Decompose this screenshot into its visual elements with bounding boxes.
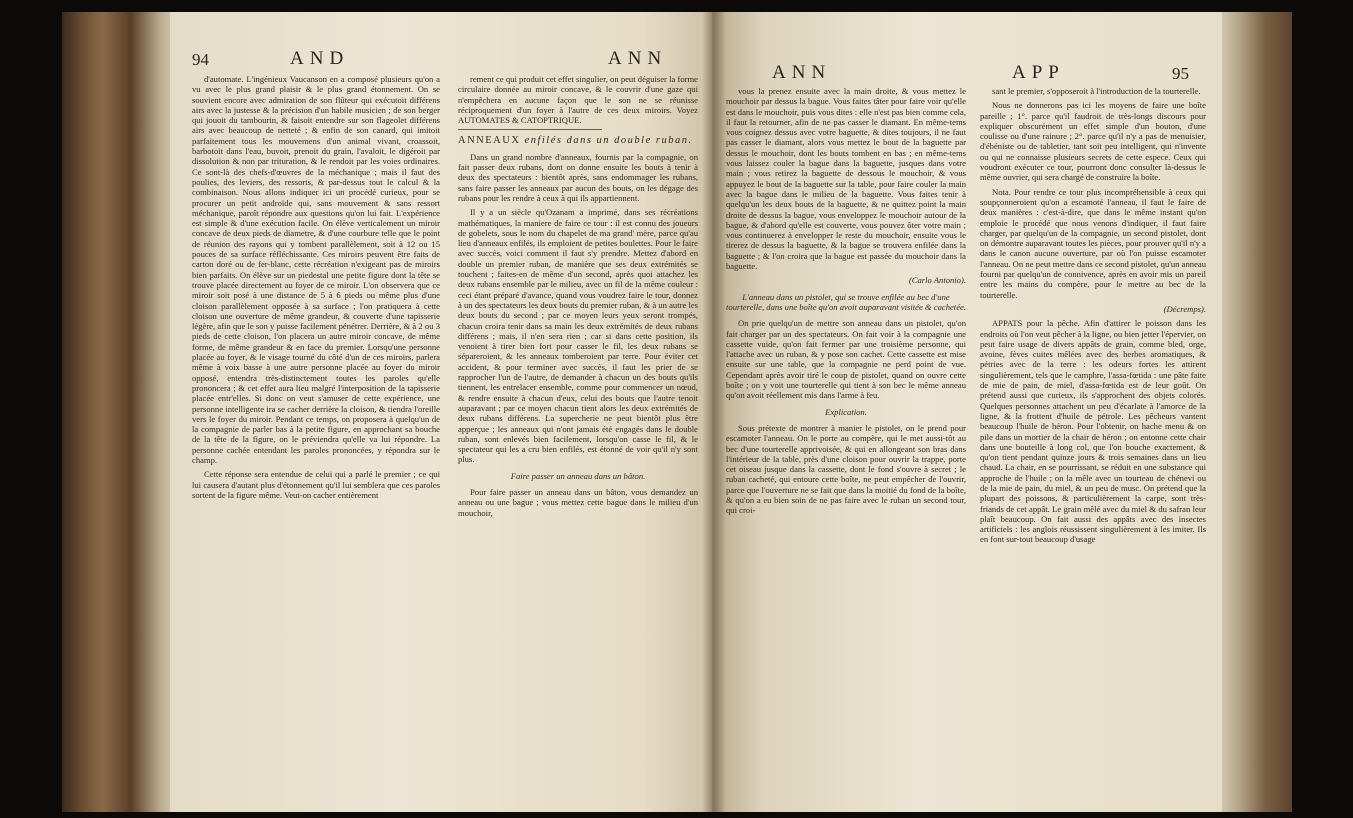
paragraph: rement ce qui produit cet effet singulier, on peut déguiser la forme circulaire donnée au miroir concave, & le couvrir d'une gaze qui n'empêchera en aucune façon que le son ne se réunisse réciproquement d'un foyer à l'autre de ces deux miroirs. Voyez AUTOMATES & CATOPTRIQUE. — [458, 74, 698, 126]
paragraph: Dans un grand nombre d'anneaux, fournis par la compagnie, on fait passer deux rubans, dont on donne ensuite les bouts à tenir à deux des spectateurs : bientôt après, sans endommager les rubans, sans faire passer les anneaux par aucun des bouts, on les dégage des rubans pour les rendre à ceux à qui ils appartiennent. — [458, 151, 698, 203]
paragraph: vous la prenez ensuite avec la main droite, & vous mettez le mouchoir par dessus la bague. Vous faites tâter pour faire voir qu'elle est dans le mouchoir, puis vous dites : elle n'est pas bien comme cela, il faut la retourner, afin de ne pas casser le diamant. En même-tems vous coignez dessus avec votre baguette, & dites toujours, il ne faut pas casser le diamant, alors vous mettez le bout de la baguette par dessus le mouchoir, dont les bouts tombent en bas ; en même-tems vous laissez couler la bague dans la baguette, jusques dans votre main ; vous retirez la baguette de dessous le mouchoir, & vous appuyez le bout de la baguette sur la table, pour faire couler la main avec la bague dans le milieu de la baguette. Vous faites tenir à quelqu'un les deux bouts de la baguette, & ne quittez point la main droite de dessus la bague, vous enveloppez le mouchoir autour de la bague, & d'abord qu'elle est couverte, vous pouvez ôter votre main ; vous continuerez à envelopper le reste du mouchoir, ensuite vous le tirerez de dessus la baguette, & la bague se trouvera enfilée dans la baguette ; & l'on croira que la bague est passée du mouchoir dans la baguette. — [726, 86, 966, 272]
paragraph: sant le premier, s'opposeroit à l'introduction de la tourterelle. — [992, 86, 1201, 96]
running-head-ann-left: ANN — [608, 48, 668, 69]
open-book — [62, 12, 1292, 812]
paragraph: Pour faire passer un anneau dans un bâton, vous demandez un anneau ou une bague ; vous mettez cette bague dans le milieu d'un mouchoir, — [458, 486, 698, 518]
paragraph: Cette réponse sera entendue de celui qui a parlé le premier ; ce qui lui causera d'autant plus d'étonnement qu'il lui semblera que ces paroles sortent de la figure même. Veut-on cacher entièrement — [192, 469, 440, 500]
left-page-column-2 — [458, 74, 698, 802]
paragraph: Nota. Pour rendre ce tour plus incompréhensible à ceux qui soupçonneroient qu'on a escamoté l'anneau, il faut le faire de deux manières : c'est-à-dire, que dans le même instant qu'on emploie le procédé que nous venons d'indiquer, il faut faire charger, par quelqu'un de la compagnie, un second pistolet, dont on démontre auparavant toutes les pièces, pour prouver qu'il n'y a dans le canon aucune ouverture, par où l'on puisse escamoter l'anneau. On ne peut mettre dans ce second pistolet, qu'un anneau fourni par quelqu'un de connivence, après en avoir mis un pareil entre les mains du compère, pour le mettre au bec de la tourterelle. — [980, 186, 1206, 300]
running-head-app: APP — [1012, 62, 1065, 83]
section-subtitle: enfilés dans un double ruban. — [524, 135, 693, 147]
right-page-column-1 — [726, 86, 966, 802]
subheading: L'anneau dans un pistolet, qui se trouve enfilée au bec d'une tourterelle, dans une boîte qu'on avoit auparavant visitée & cachetée. — [726, 291, 966, 312]
left-page — [170, 12, 726, 812]
subheading: Explication. — [825, 406, 867, 417]
page-number-left: 94 — [192, 50, 209, 69]
signature: (Carlo Antonio). — [908, 275, 966, 286]
divider — [458, 129, 602, 130]
running-head-and: AND — [290, 48, 350, 69]
page-number-right: 95 — [1172, 64, 1189, 83]
right-page-column-2 — [980, 86, 1206, 802]
signature: (Décremps). — [1163, 303, 1206, 314]
left-page-column-1 — [192, 74, 440, 802]
right-page — [712, 12, 1222, 812]
paragraph: On prie quelqu'un de mettre son anneau dans un pistolet, qu'on fait charger par un des spectateurs. On fait voir à la compagnie une cassette vuide, qu'on fait fermer par une troisième personne, qui l'attache avec un ruban, & y pose son cachet. Cette cassette est mise ensuite sur une table, que la compagnie ne perd point de vue. Cependant après avoir tiré le coup de pistolet, quand on ouvre cette boîte ; on y voit une tourterelle qui tient à son bec le même anneau qu'on avoit réellement mis dans l'arme à feu. — [726, 318, 966, 401]
right-page-edges — [1217, 12, 1292, 812]
book-gutter — [702, 12, 726, 812]
section-title: ANNEAUX — [458, 135, 521, 147]
paragraph: d'automate. L'ingénieux Vaucanson en a composé plusieurs qu'on a vu avec le plus grand plaisir & le plus grand étonnement. On se souvient encore avec admiration de son flûteur qui exécutoit différens airs avec la justesse & la précision d'un habile musicien ; de son berger qui jouoit du tambourin, & faisoit entendre sur son flageolet différens airs avec beaucoup de netteté ; & enfin de son canard, qui imitoit parfaitement tous les mouvemens d'un animal vivant, croassoit, barbotoit dans l'eau, buvoit, prenoit du grain, l'avaloit, le digéroit par dissolution & non par trituration, & le rendoit par les voies ordinaires. Ce sont-là des chefs-d'œuvres de la méchanique ; mais il faut des poulies, des leviers, des ressorts, & par-dessus tout le calcul & la combinaison. Nous allons indiquer ici un procédé curieux, pour se procurer un petit androïde qui, sans mouvement & sans ressort méchanique, paroît répondre aux questions qu'on lui fait. L'expérience est simple & d'une exécution facile. On élève verticalement un miroir concave de deux pieds de diametre, & d'une courbure telle que le point de réunion des rayons qui y tombent parallèlement, soit à 12 ou 15 pouces de sa surface réfléchissante. Ces miroirs peuvent être faits de carton doré ou de fer-blanc, cette récréation n'exigeant pas de miroirs bien parfaits. On élève sur un piedestal une petite figure dont la tête se trouve placée directement au foyer de ce miroir. L'on observera que ce miroir soit posé à une distance de 5 à 6 pieds ou même plus d'une cloison parallèlement opposée à sa surface ; l'on pratiquera à cette cloison une ouverture de même grandeur, & couverte d'une tapisserie légère, afin que le son y puisse facilement pénétrer. Derrière, & à 2 ou 3 pieds de cette cloison, l'on placera un autre miroir concave, de même forme, de même grandeur & en face du premier. Lorsqu'une personne placée au foyer, & le visage tourné du côté d'un de ces miroirs, parlera même à voix basse à une autre personne placée au foyer du miroir opposé, entendra très-distinctement toutes les paroles qu'elle prononcera ; & cet effet aura lieu malgré l'interposition de la tapisserie placée entr'elles. Si donc on veut s'amuser de cette expérience, une personne intelligente ira se cacher derrière la cloison, & tiendra l'oreille vers le foyer du miroir. Pendant ce temps, on proposera à quelqu'un de la compagnie de parler bas à la petite figure, en approchant sa bouche de la tête de la figure, on le préviendra qu'elle va lui répondre. La personne cachée entendant les paroles prononcées, y répondra sur le champ. — [192, 74, 440, 465]
paragraph: APPATS pour la pêche. Afin d'attirer le poisson dans les endroits où l'on veut pêcher à la ligne, ou bien jetter l'épervier, on peut faire usage de divers appâts de grain, comme bled, orge, avoine, fèves cuites mêlées avec des herbes aromatiques, & pétries avec de la terre : les odeurs fortes les attirent singulièrement, tels que le camphre, l'assa-fœtida : une pâte faite de mie de pain, de miel, d'assa-fœtida est de leur goût. On prétend aussi que curieux, ils s'approchent des objets colorés. Quelques personnes attachent un peu d'écarlate à l'amorce de la ligne, & la frottent d'huile de pétrole. Les pêcheurs vantent beaucoup l'huile de héron. Pour l'obtenir, on hache menu & on pile dans un mortier de la chair de héron ; on entonne cette chair dans une bouteille à long col, que l'on bouche exactement, & qu'on tient pendant quinze jours & trois semaines dans un lieu chaud. La chair, en se pourrissant, se réduit en une substance qui approche de l'huile ; on la mêle avec un tourteau de chénevi ou de la mie de pain, du miel, & un peu de musc. On prétend que la plupart des poissons, & particulièrement la carpe, sont très-friands de cet appât. Le grain mêlé avec du miel & du safran leur plaît beaucoup. On fait aussi des appâts avec des insectes artificiels : les anglois réussissent singulièrement à les imiter. Ils en font sur-tout beaucoup d'usage — [980, 318, 1206, 545]
paragraph: Il y a un siècle qu'Ozanam a imprimé, dans ses récréations mathématiques, la maniere de faire ce tour : il est connu des joueurs de gobelets, sous le nom du chapelet de ma grand' mère, parce qu'au lieu d'anneaux enfilés, ils emploient de petites boulettes. Pour le faire avec succès, voici comment il faut s'y prendre. Mettez d'abord en double un premier ruban, de manière que ses deux extrémités se touchent ; faites-en de même d'un second, après quoi attachez les deux rubans ensemble par le milieu, avec un fil de la même couleur : ceci étant préparé d'avance, quand vous voudrez faire le tour, donnez à un des spectateurs les deux bouts du premier ruban, & à un autre les deux bouts du second ; par ce moyen leurs yeux seront trompés, chacun croira tenir dans sa main les deux extrémités de deux rubans différens ; mais, il n'en sera rien ; car si dans cette position, ils venoient à tirer bien fort pour casser le fil, les deux rubans se sépareroient, & les anneaux tomberoient par terre. Pour éviter cet accident, & pour terminer avec succès, il faut les prier de se rapprocher l'un de l'autre, de demander à chacun un des bouts qu'ils tiennent, les entrelacer ensemble, comme pour commencer un nœud, & rendre ensuite à chacun d'eux, celui des bouts que l'autre tenoit auparavant ; par ce moyen chacun tient alors les deux extrémités de deux rubans différens. La supercherie ne peut bientôt plus être apperçue ; les anneaux qui n'ont jamais été engagés dans le double ruban, sont enlevés bien facilement, lorsqu'on casse le fil, & le spectateur qui les a cru bien enfilés, est étonné de voir qu'il n'y sont plus. — [458, 207, 698, 465]
paragraph: Sous prétexte de montrer à manier le pistolet, on le prend pour escamoter l'anneau. On le porte au compère, qui le met aussi-tôt au bec d'une tourterelle apprivoisée, & qui en allongeant son bras dans l'intérieur de la table, près d'une cloison pour ouvrir la trappe, porte cet oiseau jusque dans la cassette, dont le fond s'ouvre à secret ; le ruban cacheté, qui entoure cette boîte, ne peut empêcher de l'ouvrir, parce que l'ouverture ne se fait que dans la moitié du fond de la boîte, & qu'on a eu bien soin de ne pas faire avec le ruban un second tour, qui croi- — [726, 422, 966, 516]
section-heading-anneaux — [458, 136, 698, 146]
subheading: Faire passer un anneau dans un bâton. — [510, 470, 646, 481]
left-page-edges — [62, 12, 177, 812]
paragraph: Nous ne donnerons pas ici les moyens de faire une boîte pareille ; 1°. parce qu'il faudroit de très-longs discours pour expliquer obscurément un effet simple d'un bouton, d'une coulisse ou d'une rainure ; 2°. parce qu'il n'y a pas de menuisier, d'ébéniste ou de tabletier, tant soit peu intelligent, qui n'invente ou qui ne connaisse plusieurs secrets de cette espece. Ceux qui voudront exécuter ce tour, pourront donc consulter là-dessus le même ouvrier, qui sera chargé de construire la boîte. — [980, 100, 1206, 183]
running-head-ann-right: ANN — [772, 62, 832, 83]
